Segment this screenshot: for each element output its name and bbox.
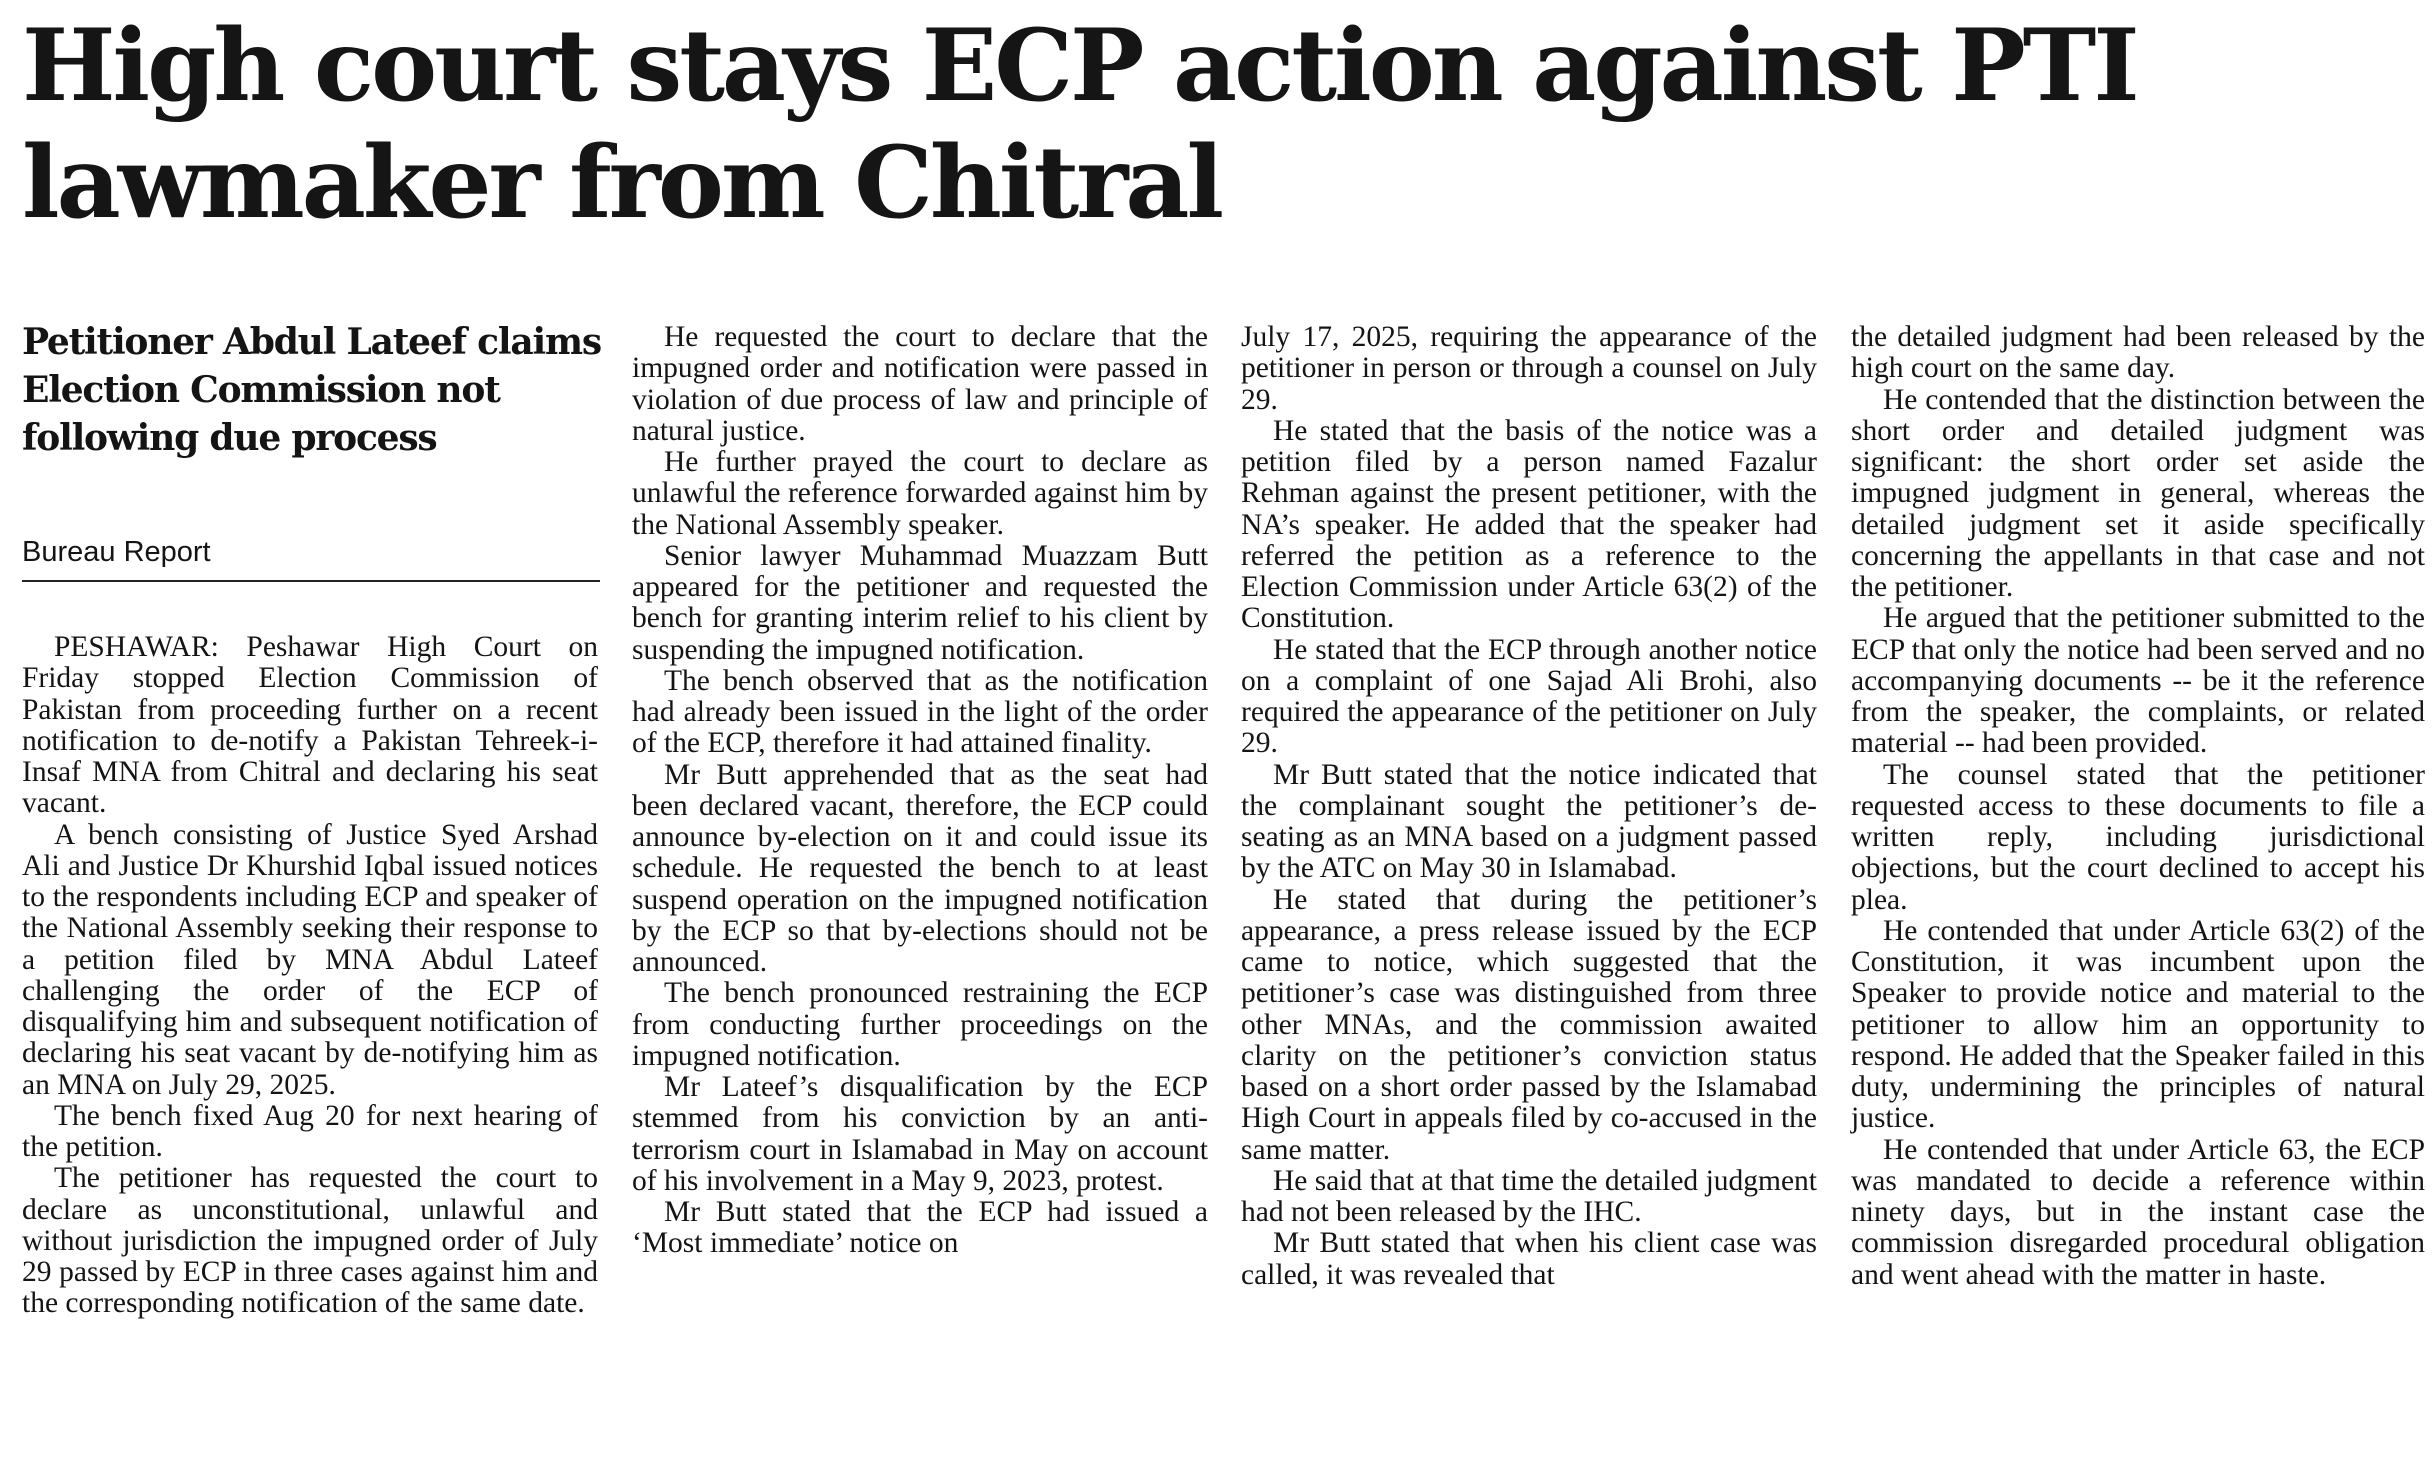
paragraph: Mr Lateef’s disqualification by the ECP stemmed from his conviction by an anti-terrorism court in Islamabad in May on account of his involvement in a May 9, 2023, protest.	[632, 1071, 1208, 1197]
paragraph: Mr Butt stated that the ECP had issued a ‘Most immediate’ notice on	[632, 1196, 1208, 1260]
article-column-4	[1851, 322, 2425, 1291]
article-column-2	[632, 322, 1208, 1260]
paragraph: The petitioner has requested the court to declare as unconstitutional, unlawful and without jurisdiction the impugned order of July 29 passed by ECP in three cases against him and the corresponding notification of the same date.	[22, 1162, 598, 1320]
paragraph: He stated that during the petitioner’s appearance, a press release issued by the ECP came to notice, which suggested that the petitioner’s case was distinguished from three other MNAs, and the commission awaited clarity on the petitioner’s conviction status based on a short order passed by the Islamabad High Court in appeals filed by co-accused in the same matter.	[1241, 883, 1817, 1166]
paragraph: He said that at that time the detailed judgment had not been released by the IHC.	[1241, 1164, 1817, 1228]
paragraph: He stated that the ECP through another notice on a complaint of one Sajad Ali Brohi, also required the appearance of the petitioner on July 29.	[1241, 633, 1817, 760]
byline: Bureau Report	[22, 534, 600, 582]
paragraph: PESHAWAR: Peshawar High Court on Friday stopped Election Commission of Pakistan from proceeding further on a recent notification to de-notify a Pakistan Tehreek-i-Insaf MNA from Chitral and declaring his seat vacant.	[22, 631, 598, 820]
paragraph: The bench observed that as the notification had already been issued in the light of the order of the ECP, therefore it had attained finality.	[632, 664, 1208, 760]
paragraph: The counsel stated that the petitioner requested access to these documents to file a written reply, including jurisdictional objections, but the court declined to accept his plea.	[1851, 758, 2425, 916]
subheadline: Petitioner Abdul Lateef claims Election Commission not following due process	[22, 321, 601, 459]
paragraph: The bench pronounced restraining the ECP from conducting further proceedings on the impugned notification.	[632, 977, 1208, 1072]
paragraph: He argued that the petitioner submitted to the ECP that only the notice had been served and no accompanying documents -- be it the reference from the speaker, the complaints, or related material -- had been provided.	[1851, 602, 2425, 760]
headline: High court stays ECP action against PTI lawmaker from Chitral	[22, 8, 2137, 241]
paragraph: Senior lawyer Muhammad Muazzam Butt appeared for the petitioner and requested the bench for granting interim relief to his client by suspending the impugned notification.	[632, 539, 1208, 666]
paragraph: He contended that the distinction between the short order and detailed judgment was significant: the short order set aside the impugned judgment in general, whereas the detailed judgment set it aside specifically concerning the appellants in that case and not the petitioner.	[1851, 383, 2425, 603]
paragraph: July 17, 2025, requiring the appearance of the petitioner in person or through a counsel on July 29.	[1241, 321, 1817, 416]
paragraph: A bench consisting of Justice Syed Arshad Ali and Justice Dr Khurshid Iqbal issued notices to the respondents including ECP and speaker of the National Assembly seeking their response to a petition filed by MNA Abdul Lateef challenging the order of the ECP of disqualifying him and subsequent notification of declaring his seat vacant by de-notifying him as an MNA on July 29, 2025.	[22, 818, 598, 1101]
article-column-3	[1241, 322, 1817, 1291]
paragraph: the detailed judgment had been released by the high court on the same day.	[1851, 321, 2425, 385]
paragraph: He contended that under Article 63(2) of the Constitution, it was incumbent upon the Speaker to provide notice and material to the petitioner to allow him an opportunity to respond. He added that the Speaker failed in this duty, undermining the principles of natural justice.	[1851, 914, 2425, 1135]
paragraph: The bench fixed Aug 20 for next hearing of the petition.	[22, 1099, 598, 1163]
paragraph: He stated that the basis of the notice was a petition filed by a person named Fazalur Rehman against the present petitioner, with the NA’s speaker. He added that the speaker had referred the petition as a reference to the Election Commission under Article 63(2) of the Constitution.	[1241, 414, 1817, 635]
paragraph: Mr Butt apprehended that as the seat had been declared vacant, therefore, the ECP could announce by-election on it and could issue its schedule. He requested the bench to at least suspend operation on the impugned notification by the ECP so that by-elections should not be announced.	[632, 758, 1208, 978]
paragraph: He further prayed the court to declare as unlawful the reference forwarded against him by the National Assembly speaker.	[632, 446, 1208, 541]
paragraph: He requested the court to declare that the impugned order and notification were passed in violation of due process of law and principle of natural justice.	[632, 321, 1208, 447]
article-column-1	[22, 632, 598, 1320]
paragraph: Mr Butt stated that when his client case was called, it was revealed that	[1241, 1227, 1817, 1291]
paragraph: Mr Butt stated that the notice indicated that the complainant sought the petitioner’s de-seating as an MNA based on a judgment passed by the ATC on May 30 in Islamabad.	[1241, 758, 1817, 885]
paragraph: He contended that under Article 63, the ECP was mandated to decide a reference within ninety days, but in the instant case the commission disregarded procedural obligation and went ahead with the matter in haste.	[1851, 1133, 2425, 1291]
